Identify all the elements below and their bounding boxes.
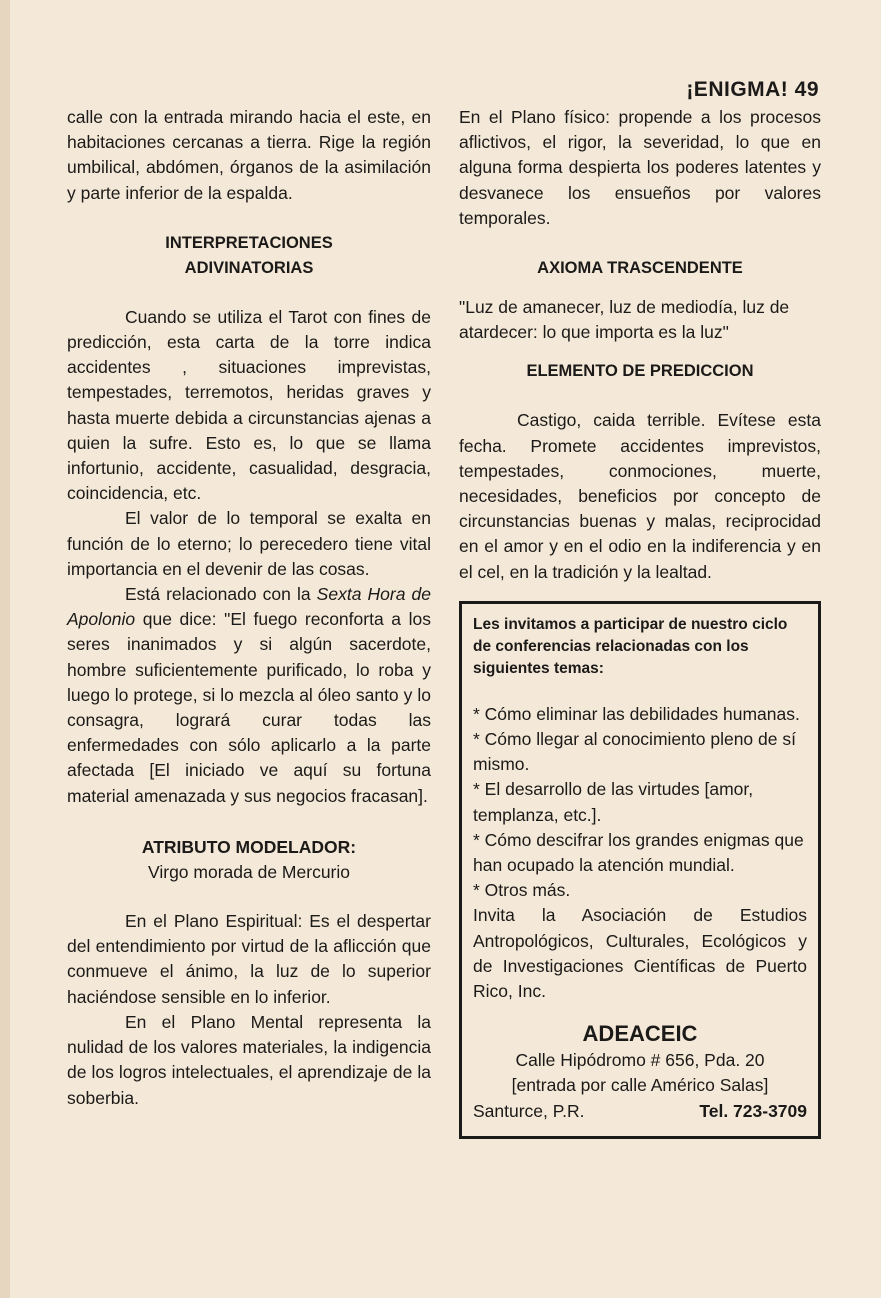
topic-item: * Cómo descifrar los grandes enigmas que han ocupado la atención mundial.: [473, 829, 804, 876]
paragraph-plano-espiritual: En el Plano Espiritual: Es el despertar del entendimiento por virtud de la aflicción que conmueve el ánimo, la luz de lo superior haciéndose sensible en lo inferior.: [67, 911, 431, 1007]
topic-item: * Otros más.: [473, 880, 571, 901]
left-intro-paragraph: calle con la entrada mirando hacia el este, en habitaciones cercanas a tierra. Rige la región umbilical, abdómen, órganos de la asimilación y parte inferior de la espalda.: [67, 107, 431, 203]
heading-interp-line2: ADIVINATORIAS: [184, 258, 314, 277]
sexta-hora-title: Sexta Hora de Apolonio: [67, 584, 431, 630]
axioma-quote: "Luz de amanecer, luz de mediodía, luz de atardecer: lo que importa es la luz": [459, 297, 790, 343]
page-edge: [0, 0, 10, 1298]
paragraph-valor-temporal: El valor de lo temporal se exalta en función de lo eterno; lo perecedero tiene vital importancia en el devenir de las cosas.: [67, 508, 431, 579]
heading-elemento: ELEMENTO DE PREDICCION: [526, 362, 754, 381]
paragraph-elemento: Castigo, caida terrible. Evítese esta fecha. Promete accidentes imprevistos, tempestades, conmociones, muerte, necesidades, beneficios por concepto de circunstancias buenas y malas, reciprocidad en el amor y en el odio en la indiferencia y en el cel, en la tradición y la lealtad.: [459, 410, 821, 582]
conference-callout-box: [459, 601, 821, 1139]
phone-number: Tel. 723-3709: [699, 1100, 807, 1121]
heading-interp-line1: INTERPRETACIONES: [165, 233, 333, 252]
running-title: ¡ENIGMA! 49: [686, 78, 819, 101]
heading-interpretaciones: [67, 231, 431, 281]
paragraph-plano-fisico: En el Plano físico: propende a los procesos aflictivos, el rigor, la severidad, lo que en alguna forma despierta los poderes latentes y desvanece los ensueños por valores temporales.: [459, 107, 821, 228]
topic-item: * Cómo llegar al conocimiento pleno de sí mismo.: [473, 729, 796, 775]
topic-item: * El desarrollo de las virtudes [amor, templanza, etc.].: [473, 779, 754, 825]
paragraph-sexta-hora: [67, 582, 431, 809]
atributo-subtitle: Virgo morada de Mercurio: [148, 861, 350, 882]
address-city: Santurce, P.R.: [473, 1100, 585, 1121]
paragraph-tarot: Cuando se utiliza el Tarot con fines de predicción, esta carta de la torre indica accidentes , situaciones imprevistas, tempestades, terremotos, heridas graves y hasta muerte debida a circunstancias ajenas a quien la sufre. Esto es, lo que se llama infortunio, accidente, casualidad, desgracia, coincidencia, etc.: [67, 306, 431, 504]
sexta-hora-after: que dice: "El fuego reconforta a los seres inanimados y si algún sacerdote, hombre suficientemente purificado, lo roba y luego lo protege, si lo mezcla al óleo santo y lo consagra, logrará curar todas las enfermedades con sólo aplicarlo a la parte afectada [El iniciado ve aquí su fortuna material amenazada y sus negocios fracasan].: [67, 609, 431, 806]
sexta-hora-before: Está relacionado con la: [125, 584, 317, 605]
callout-invite: Invita la Asociación de Estudios Antropológicos, Culturales, Ecológicos y de Investigaciones Científicas de Puerto Rico, Inc.: [473, 905, 807, 1002]
callout-intro: Les invitamos a participar de nuestro ciclo de conferencias relacionadas con los siguientes temas:: [473, 615, 788, 677]
address-line-2: [entrada por calle Américo Salas]: [511, 1075, 769, 1096]
paragraph-plano-mental: En el Plano Mental representa la nulidad de los valores materiales, la indigencia de los logros intelectuales, el aprendizaje de la soberbia.: [67, 1011, 431, 1108]
left-column: [67, 105, 431, 1111]
right-column: [459, 105, 821, 1139]
address-line-1: Calle Hipódromo # 656, Pda. 20: [515, 1050, 765, 1071]
org-name: ADEACEIC: [582, 1021, 698, 1047]
heading-axioma: AXIOMA TRASCENDENTE: [537, 259, 743, 278]
address-city-phone: [473, 1099, 807, 1124]
heading-atributo: ATRIBUTO MODELADOR:: [141, 836, 357, 857]
topic-item: * Cómo eliminar las debilidades humanas.: [473, 703, 800, 724]
